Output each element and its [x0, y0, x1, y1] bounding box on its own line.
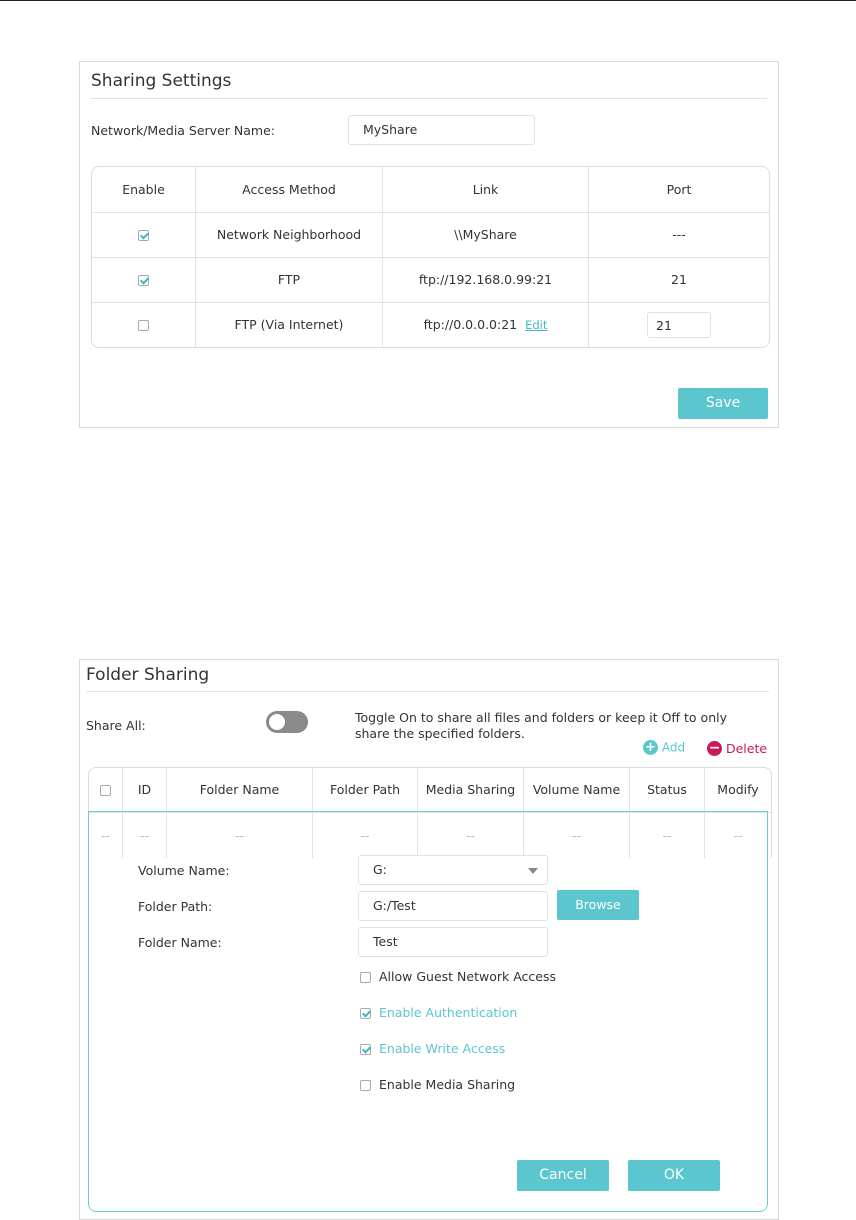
share-all-label: Share All:	[86, 718, 146, 733]
empty-cell: --	[418, 812, 524, 858]
col-port: Port	[589, 167, 770, 212]
port-cell	[589, 302, 770, 347]
select-all-checkbox[interactable]	[100, 785, 111, 796]
cancel-button[interactable]: Cancel	[517, 1160, 609, 1191]
panel-title: Sharing Settings	[91, 71, 232, 91]
col-enable: Enable	[92, 167, 196, 212]
col-media-sharing: Media Sharing	[418, 768, 524, 812]
enable-write-access-checkbox[interactable]	[360, 1044, 371, 1055]
access-method-table	[91, 166, 770, 348]
enable-authentication-option[interactable]	[360, 1005, 517, 1020]
allow-guest-checkbox[interactable]	[360, 972, 371, 983]
col-link: Link	[383, 167, 589, 212]
delete-label: Delete	[725, 741, 768, 756]
col-modify: Modify	[705, 768, 772, 812]
port-input[interactable]: 21	[647, 312, 711, 338]
folder-edit-form	[88, 811, 768, 1212]
toggle-hint-line: Toggle On to share all files and folders or keep it Off to only	[355, 710, 727, 725]
enable-checkbox[interactable]	[138, 320, 149, 331]
enable-authentication-checkbox[interactable]	[360, 1008, 371, 1019]
col-folder-name: Folder Name	[167, 768, 313, 812]
server-name-input[interactable]: MyShare	[348, 115, 535, 145]
save-button[interactable]: Save	[678, 388, 768, 419]
enable-write-access-option[interactable]	[360, 1041, 505, 1056]
option-label: Allow Guest Network Access	[379, 969, 556, 984]
ok-button[interactable]: OK	[628, 1160, 720, 1191]
folder-name-label: Folder Name:	[138, 935, 222, 950]
sharing-settings-panel	[79, 61, 779, 428]
empty-cell: --	[524, 812, 630, 858]
port-value: ---	[589, 212, 770, 257]
folder-path-label: Folder Path:	[138, 899, 213, 914]
add-icon: +	[643, 740, 658, 755]
chevron-down-icon	[528, 868, 538, 874]
col-status: Status	[630, 768, 705, 812]
link-cell	[383, 302, 589, 347]
title-divider	[91, 98, 767, 99]
folder-name-input[interactable]: Test	[358, 927, 548, 957]
enable-checkbox[interactable]	[138, 230, 149, 241]
option-label: Enable Authentication	[379, 1005, 518, 1020]
table-row	[92, 302, 769, 347]
port-value: 21	[589, 257, 770, 302]
add-label: Add	[661, 740, 686, 755]
enable-media-sharing-option[interactable]	[360, 1077, 515, 1092]
title-divider	[86, 691, 769, 692]
add-button[interactable]	[643, 740, 685, 755]
edit-link[interactable]: Edit	[525, 318, 548, 333]
col-folder-path: Folder Path	[313, 768, 418, 812]
server-name-label: Network/Media Server Name:	[91, 123, 275, 138]
empty-cell: --	[123, 812, 167, 858]
minus-icon: −	[708, 740, 721, 756]
link-value: ftp://0.0.0.0:21	[423, 317, 518, 333]
col-volume-name: Volume Name	[524, 768, 630, 812]
option-label: Enable Media Sharing	[379, 1077, 516, 1092]
volume-name-label: Volume Name:	[138, 863, 230, 878]
allow-guest-option[interactable]	[360, 969, 556, 984]
table-row	[92, 212, 769, 257]
folder-path-input[interactable]: G:/Test	[358, 891, 548, 921]
access-method: FTP	[196, 257, 383, 302]
link-value: \\MyShare	[383, 212, 589, 257]
empty-cell: --	[167, 812, 313, 858]
folder-sharing-panel	[79, 659, 779, 1220]
panel-title: Folder Sharing	[86, 665, 210, 685]
volume-name-value: G:	[373, 862, 387, 877]
option-label: Enable Write Access	[379, 1041, 506, 1056]
col-access-method: Access Method	[196, 167, 383, 212]
page-top-rule	[0, 0, 856, 1]
table-row	[92, 257, 769, 302]
empty-cell: --	[630, 812, 705, 858]
empty-cell: --	[313, 812, 418, 858]
browse-button[interactable]: Browse	[557, 890, 639, 920]
enable-media-sharing-checkbox[interactable]	[360, 1080, 371, 1091]
access-method: Network Neighborhood	[196, 212, 383, 257]
col-id: ID	[123, 768, 167, 812]
share-all-toggle[interactable]	[266, 711, 308, 733]
enable-checkbox[interactable]	[138, 275, 149, 286]
access-method: FTP (Via Internet)	[196, 302, 383, 347]
toggle-knob	[269, 714, 285, 730]
delete-button[interactable]	[707, 740, 767, 756]
empty-cell: --	[733, 827, 743, 843]
link-value: ftp://192.168.0.99:21	[383, 257, 589, 302]
empty-cell: --	[89, 812, 123, 858]
toggle-hint-line: share the specified folders.	[355, 726, 525, 741]
toggle-hint	[355, 710, 727, 742]
volume-name-select[interactable]	[358, 855, 548, 885]
